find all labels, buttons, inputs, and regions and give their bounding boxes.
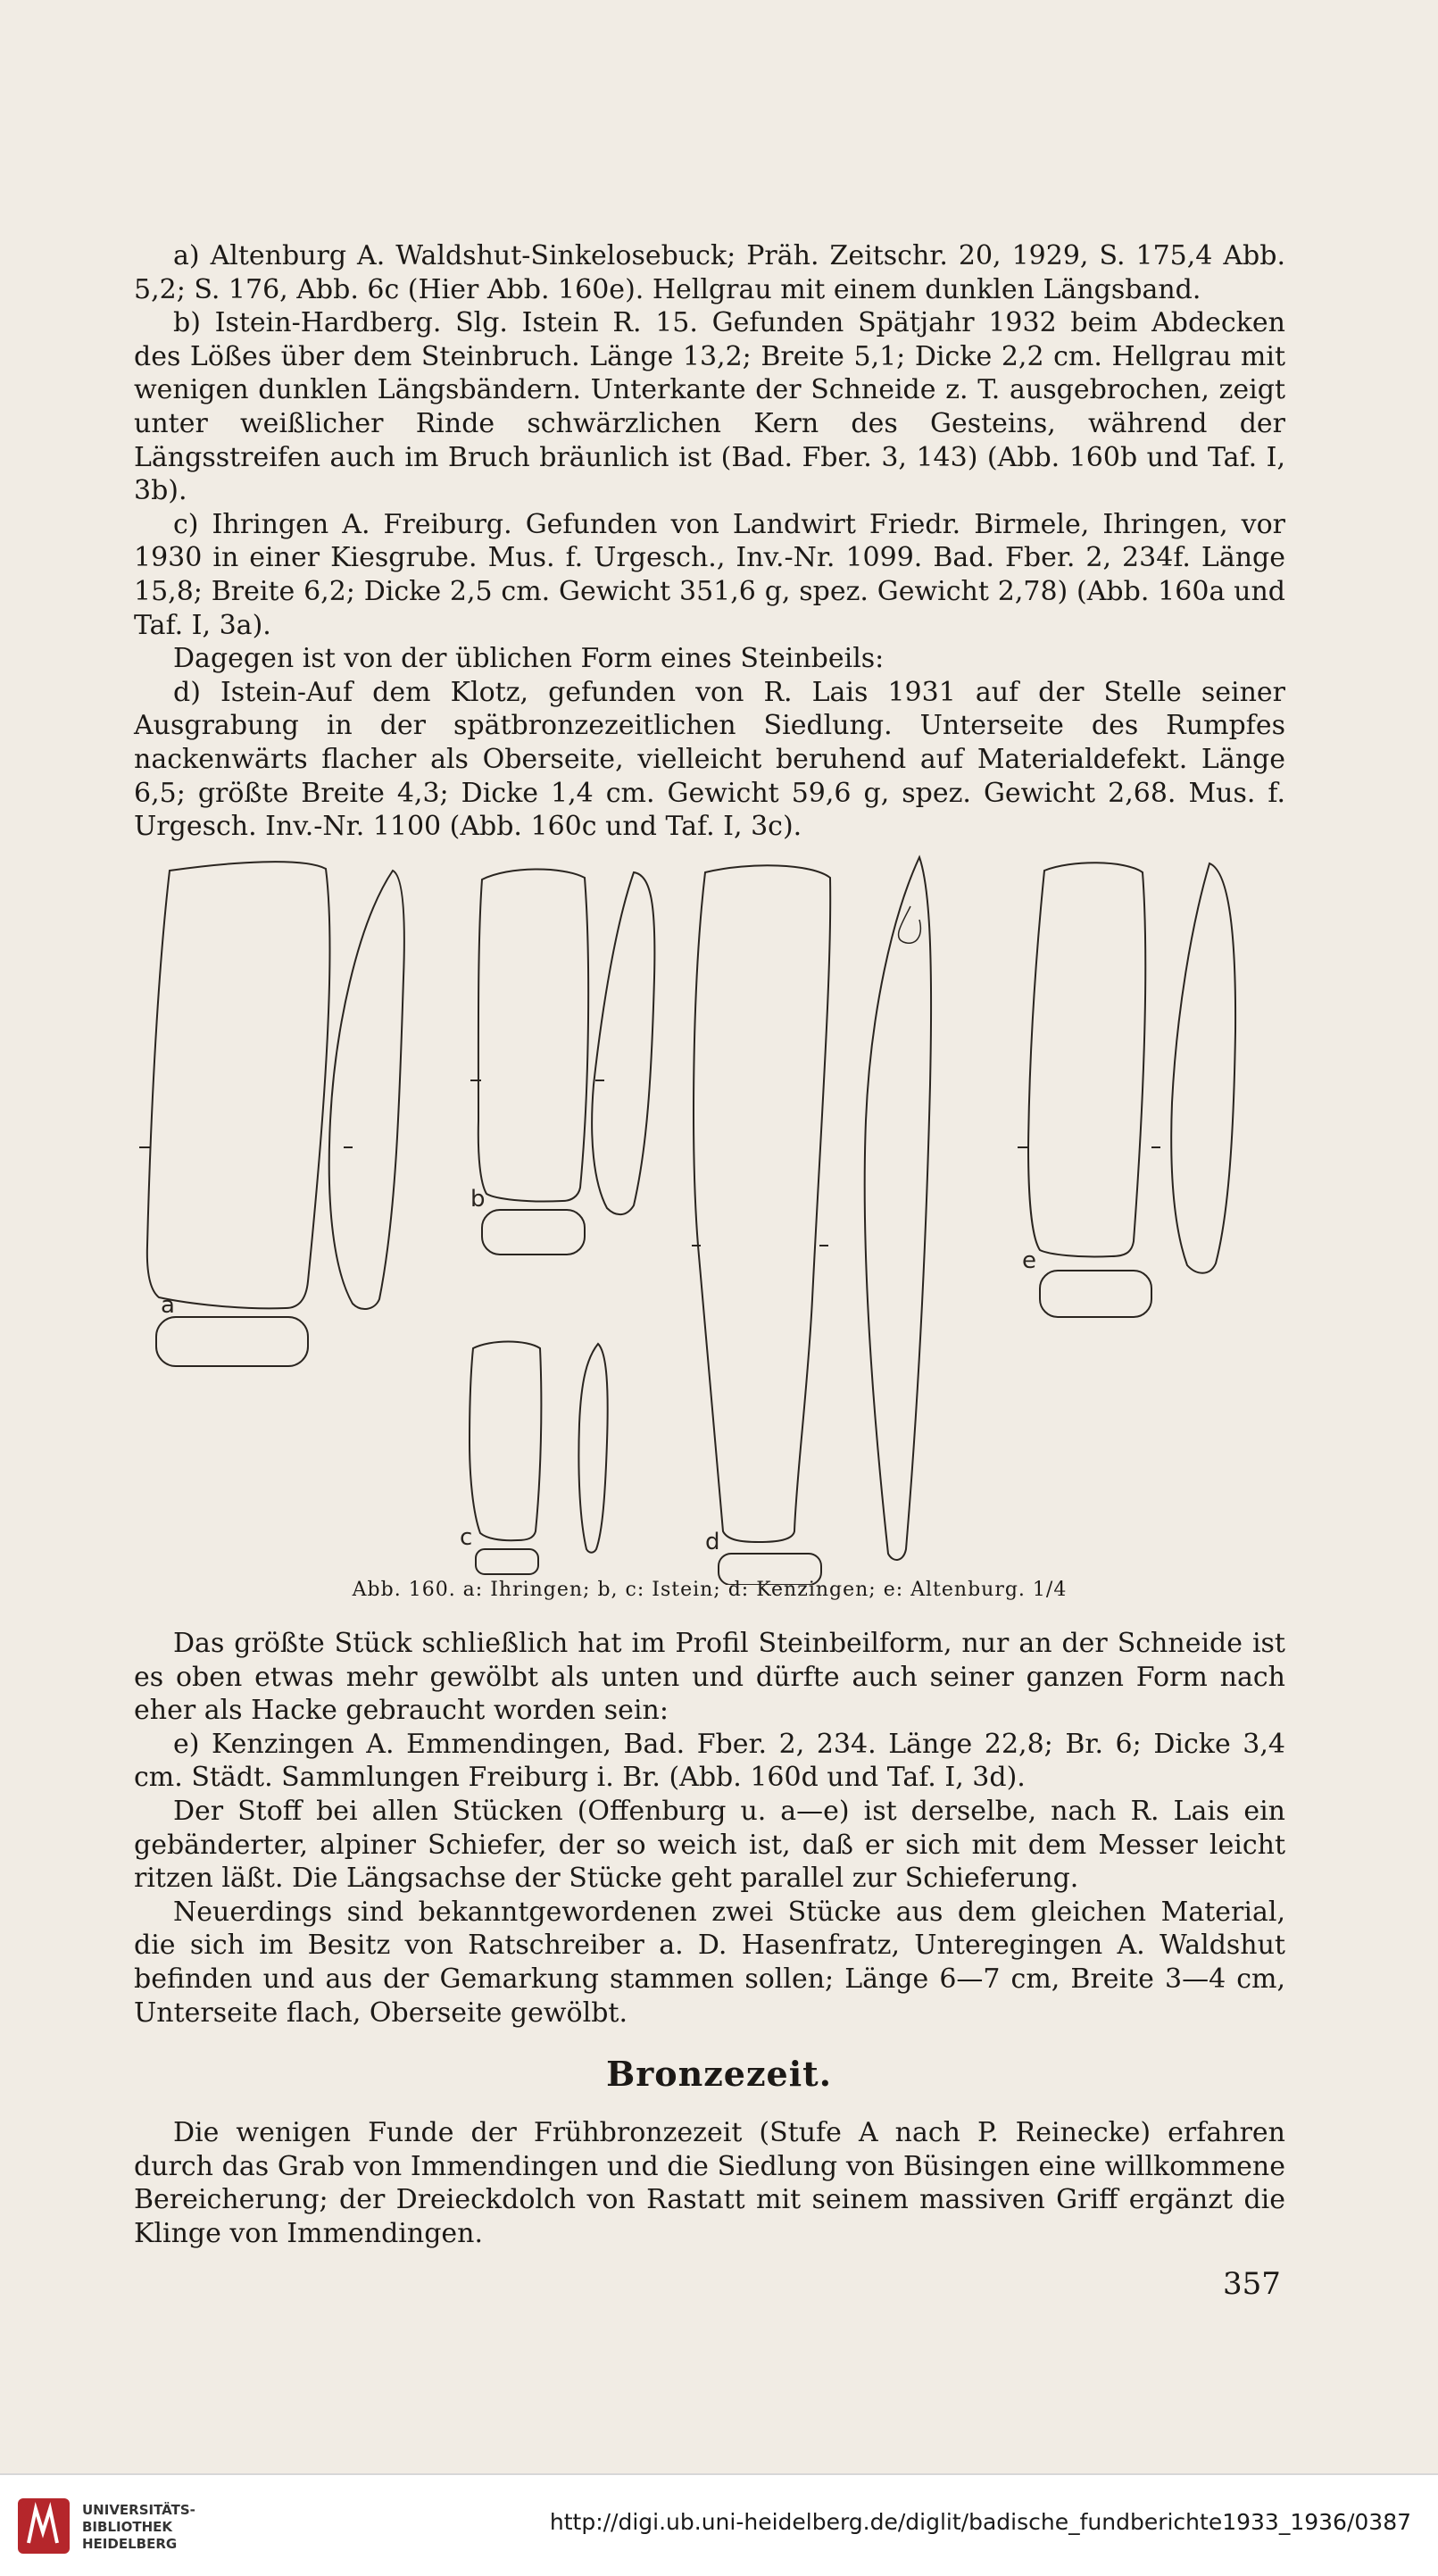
axe-d-profile-outline <box>865 857 931 1560</box>
digitization-footer <box>0 2473 1438 2576</box>
axe-a-front-outline <box>147 862 330 1308</box>
paragraph-ihringen: c) Ihringen A. Freiburg. Gefunden von Landwirt Friedr. Birmele, Ihringen, vor 1930 in einer Kiesgrube. Mus. f. Urgesch., Inv.-Nr. 1099. Bad. Fber. 2, 234f. Länge 15,8; Breite 6,2; Dicke 2,5 cm. Gewicht 351,6 g, spez. Gewicht 2,78) (Abb. 160a und Taf. I, 3a). <box>134 508 1285 641</box>
axe-d-front-outline <box>694 865 830 1542</box>
axe-c-section <box>476 1549 538 1574</box>
paragraph-material: Der Stoff bei allen Stücken (Offenburg u. a—e) ist derselbe, nach R. Lais ein gebänderter, alpiner Schiefer, der so weich ist, daß er sich mit dem Messer leicht ritzen läßt. Die Längsachse der Stücke geht parallel zur Schieferung. <box>134 1795 1285 1895</box>
axe-a-profile-outline <box>329 871 404 1309</box>
paragraph-largest-piece: Das größte Stück schließlich hat im Profil Steinbeilform, nur an der Schneide ist es oben etwas mehr gewölbt als unten und dürfte auch seiner ganzen Form nach eher als Hacke gebraucht worden sein: <box>134 1628 1285 1727</box>
paragraph-transition: Dagegen ist von der üblichen Form eines Steinbeils: <box>173 643 885 675</box>
section-heading: Bronzezeit. <box>606 2054 832 2094</box>
axe-b-section <box>482 1210 585 1255</box>
figure-label-a: a <box>161 1292 175 1319</box>
text-block-specimens <box>134 239 1285 844</box>
axe-b-front-outline <box>478 869 588 1201</box>
paragraph-early-bronze: Die wenigen Funde der Frühbronzezeit (Stufe A nach P. Reinecke) erfahren durch das Grab von Immendingen und die Siedlung von Büsingen eine willkommene Bereicherung; der Dreieckdolch von Rastatt mit seinem massiven Griff ergänzt die Klinge von Immendingen. <box>134 2117 1285 2249</box>
figure-label-b: b <box>470 1186 486 1213</box>
figure-label-c: c <box>460 1524 473 1551</box>
measure-ticks <box>139 1080 1160 1246</box>
paragraph-new-finds: Neuerdings sind bekanntgewordenen zwei Stücke aus dem gleichen Material, die sich im Besitz von Ratschreiber a. D. Hasenfratz, Unteregingen A. Waldshut befinden und aus der Gemarkung stammen sollen; Länge 6—7 cm, Breite 3—4 cm, Unterseite flach, Oberseite gewölbt. <box>134 1896 1285 2029</box>
paragraph-istein-klotz: d) Istein-Auf dem Klotz, gefunden von R. Lais 1931 auf der Stelle seiner Ausgrabung in der spätbronzezeitlichen Siedlung. Unterseite des Rumpfes nackenwärts flacher als Oberseite, vielleicht beruhend auf Materialdefekt. Länge 6,5; größte Breite 4,3; Dicke 1,4 cm. Gewicht 59,6 g, spez. Gewicht 2,68. Mus. f. Urgesch. Inv.-Nr. 1100 (Abb. 160c und Taf. I, 3c). <box>134 676 1285 843</box>
axe-c-profile-outline <box>578 1344 607 1553</box>
axe-d-crack <box>899 906 921 943</box>
axe-illustrations <box>134 853 1321 1585</box>
axe-b-profile-outline <box>592 872 654 1214</box>
page-number: 357 <box>1223 2266 1281 2302</box>
paragraph-kenzingen: e) Kenzingen A. Emmendingen, Bad. Fber. 2, 234. Länge 22,8; Br. 6; Dicke 3,4 cm. Städt. Sammlungen Freiburg i. Br. (Abb. 160d und Taf. I, 3d). <box>134 1728 1285 1794</box>
figure-label-d: d <box>705 1529 720 1555</box>
paragraph-altenburg: a) Altenburg A. Waldshut-Sinkelosebuck; Präh. Zeitschr. 20, 1929, S. 175,4 Abb. 5,2; S. 176, Abb. 6c (Hier Abb. 160e). Hellgrau mit einem dunklen Längsband. <box>134 240 1285 305</box>
university-seal-icon <box>16 2497 71 2555</box>
library-name-line-2: BIBLIOTHEK <box>82 2519 172 2535</box>
text-block-bronze-age <box>134 2116 1285 2250</box>
axe-e-front-outline <box>1028 863 1145 1256</box>
axe-c-front-outline <box>470 1342 541 1541</box>
library-name <box>82 2502 195 2553</box>
permalink-url[interactable]: http://digi.ub.uni-heidelberg.de/diglit/badische_fundberichte1933_1936/0387 <box>549 2509 1411 2535</box>
figure-caption: Abb. 160. a: Ihringen; b, c: Istein; d: Kenzingen; e: Altenburg. 1/4 <box>352 1579 1068 1601</box>
text-block-discussion <box>134 1627 1285 2030</box>
axe-a-section <box>156 1317 308 1366</box>
axe-e-section <box>1040 1271 1151 1317</box>
library-name-line-3: HEIDELBERG <box>82 2536 178 2552</box>
figure-label-e: e <box>1022 1247 1036 1274</box>
paragraph-istein-hardberg: b) Istein-Hardberg. Slg. Istein R. 15. Gefunden Spätjahr 1932 beim Abdecken des Lößes über dem Steinbruch. Länge 13,2; Breite 5,1; Dicke 2,2 cm. Hellgrau mit wenigen dunklen Längsbändern. Unterkante der Schneide z. T. ausgebrochen, zeigt unter weißlicher Rinde schwärzlichen Kern des Gesteins, während der Längsstreifen auch im Bruch bräunlich ist (Bad. Fber. 3, 143) (Abb. 160b und Taf. I, 3b). <box>134 307 1285 507</box>
library-name-line-1: UNIVERSITÄTS- <box>82 2502 195 2518</box>
axe-e-profile-outline <box>1171 863 1235 1273</box>
